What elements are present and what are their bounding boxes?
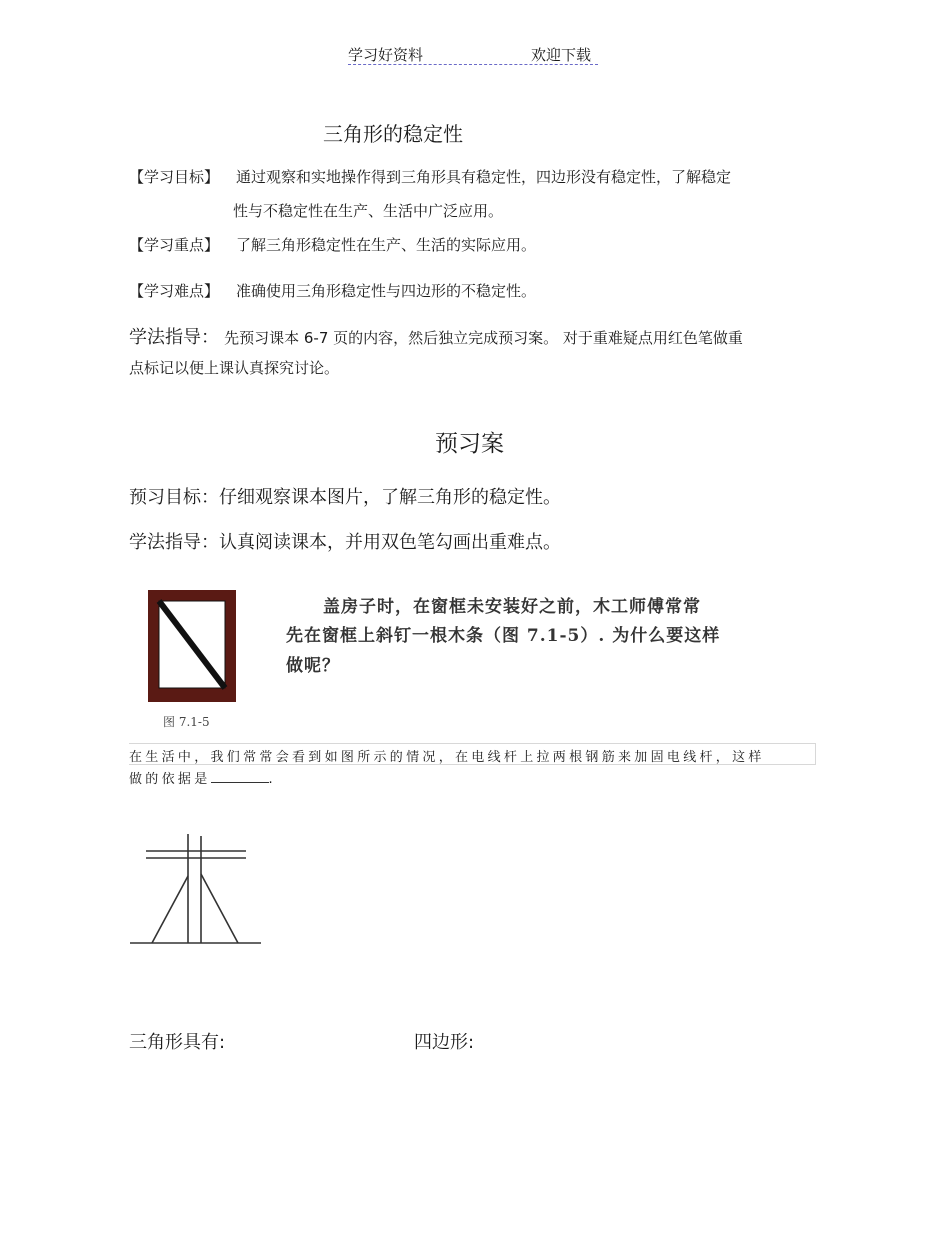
method-line-1: 先预习课本 6-7 页的内容，然后独立完成预习案。 对于重难疑点用红色笔做重 [224,329,743,347]
objectives-line-1: 通过观察和实地操作得到三角形具有稳定性，四边形没有稳定性，了解稳定 [236,168,732,186]
method-line-1-container [129,323,743,349]
figure-text-line-3: 做呢？ [286,656,340,676]
difficulty-text: 准确使用三角形稳定性与四边形的不稳定性。 [236,282,537,300]
difficulty-label: 【学习难点】 [129,282,220,300]
triangle-answer-label: 三角形具有: [129,1032,226,1053]
answer-blank[interactable] [211,770,269,783]
question-line-2-prefix: 做的依据是 [129,772,211,787]
objectives-label: 【学习目标】 [129,168,220,186]
quadrilateral-answer-label: 四边形: [414,1032,475,1053]
brace-left [152,876,188,943]
page-header [348,44,598,65]
figure-caption: 图 7.1-5 [163,715,210,729]
objectives-line-2: 性与不稳定性在生产、生活中广泛应用。 [233,202,504,220]
figure-text-line-2: 先在窗框上斜钉一根木条（图 7.1-5）. 为什么要这样 [286,626,721,646]
header-left-text: 学习好资料 [348,46,424,64]
method-line-2: 点标记以便上课认真探究讨论。 [129,359,340,377]
window-frame-figure [148,590,236,702]
question-line-2-suffix: . [268,772,276,787]
preview-goal: 预习目标：仔细观察课本图片，了解三角形的稳定性。 [129,487,561,508]
page-title: 三角形的稳定性 [323,122,463,146]
figure-text-line-1: 盖房子时，在窗框未安装好之前，木工师傅常常 [323,597,701,617]
question-line-1: 在生活中，我们常常会看到如图所示的情况，在电线杆上拉两根钢筋来加固电线杆，这样 [129,750,765,765]
brace-right [201,874,238,943]
header-right-text: 欢迎下载 [531,46,592,64]
method-label: 学法指导： [129,327,219,348]
keypoint-label: 【学习重点】 [129,236,220,254]
preview-title: 预习案 [435,431,504,457]
utility-pole-figure [128,830,264,948]
keypoint-text: 了解三角形稳定性在生产、生活的实际应用。 [236,236,537,254]
preview-guide: 学法指导：认真阅读课本，并用双色笔勾画出重难点。 [129,532,561,553]
question-line-2 [129,768,276,787]
